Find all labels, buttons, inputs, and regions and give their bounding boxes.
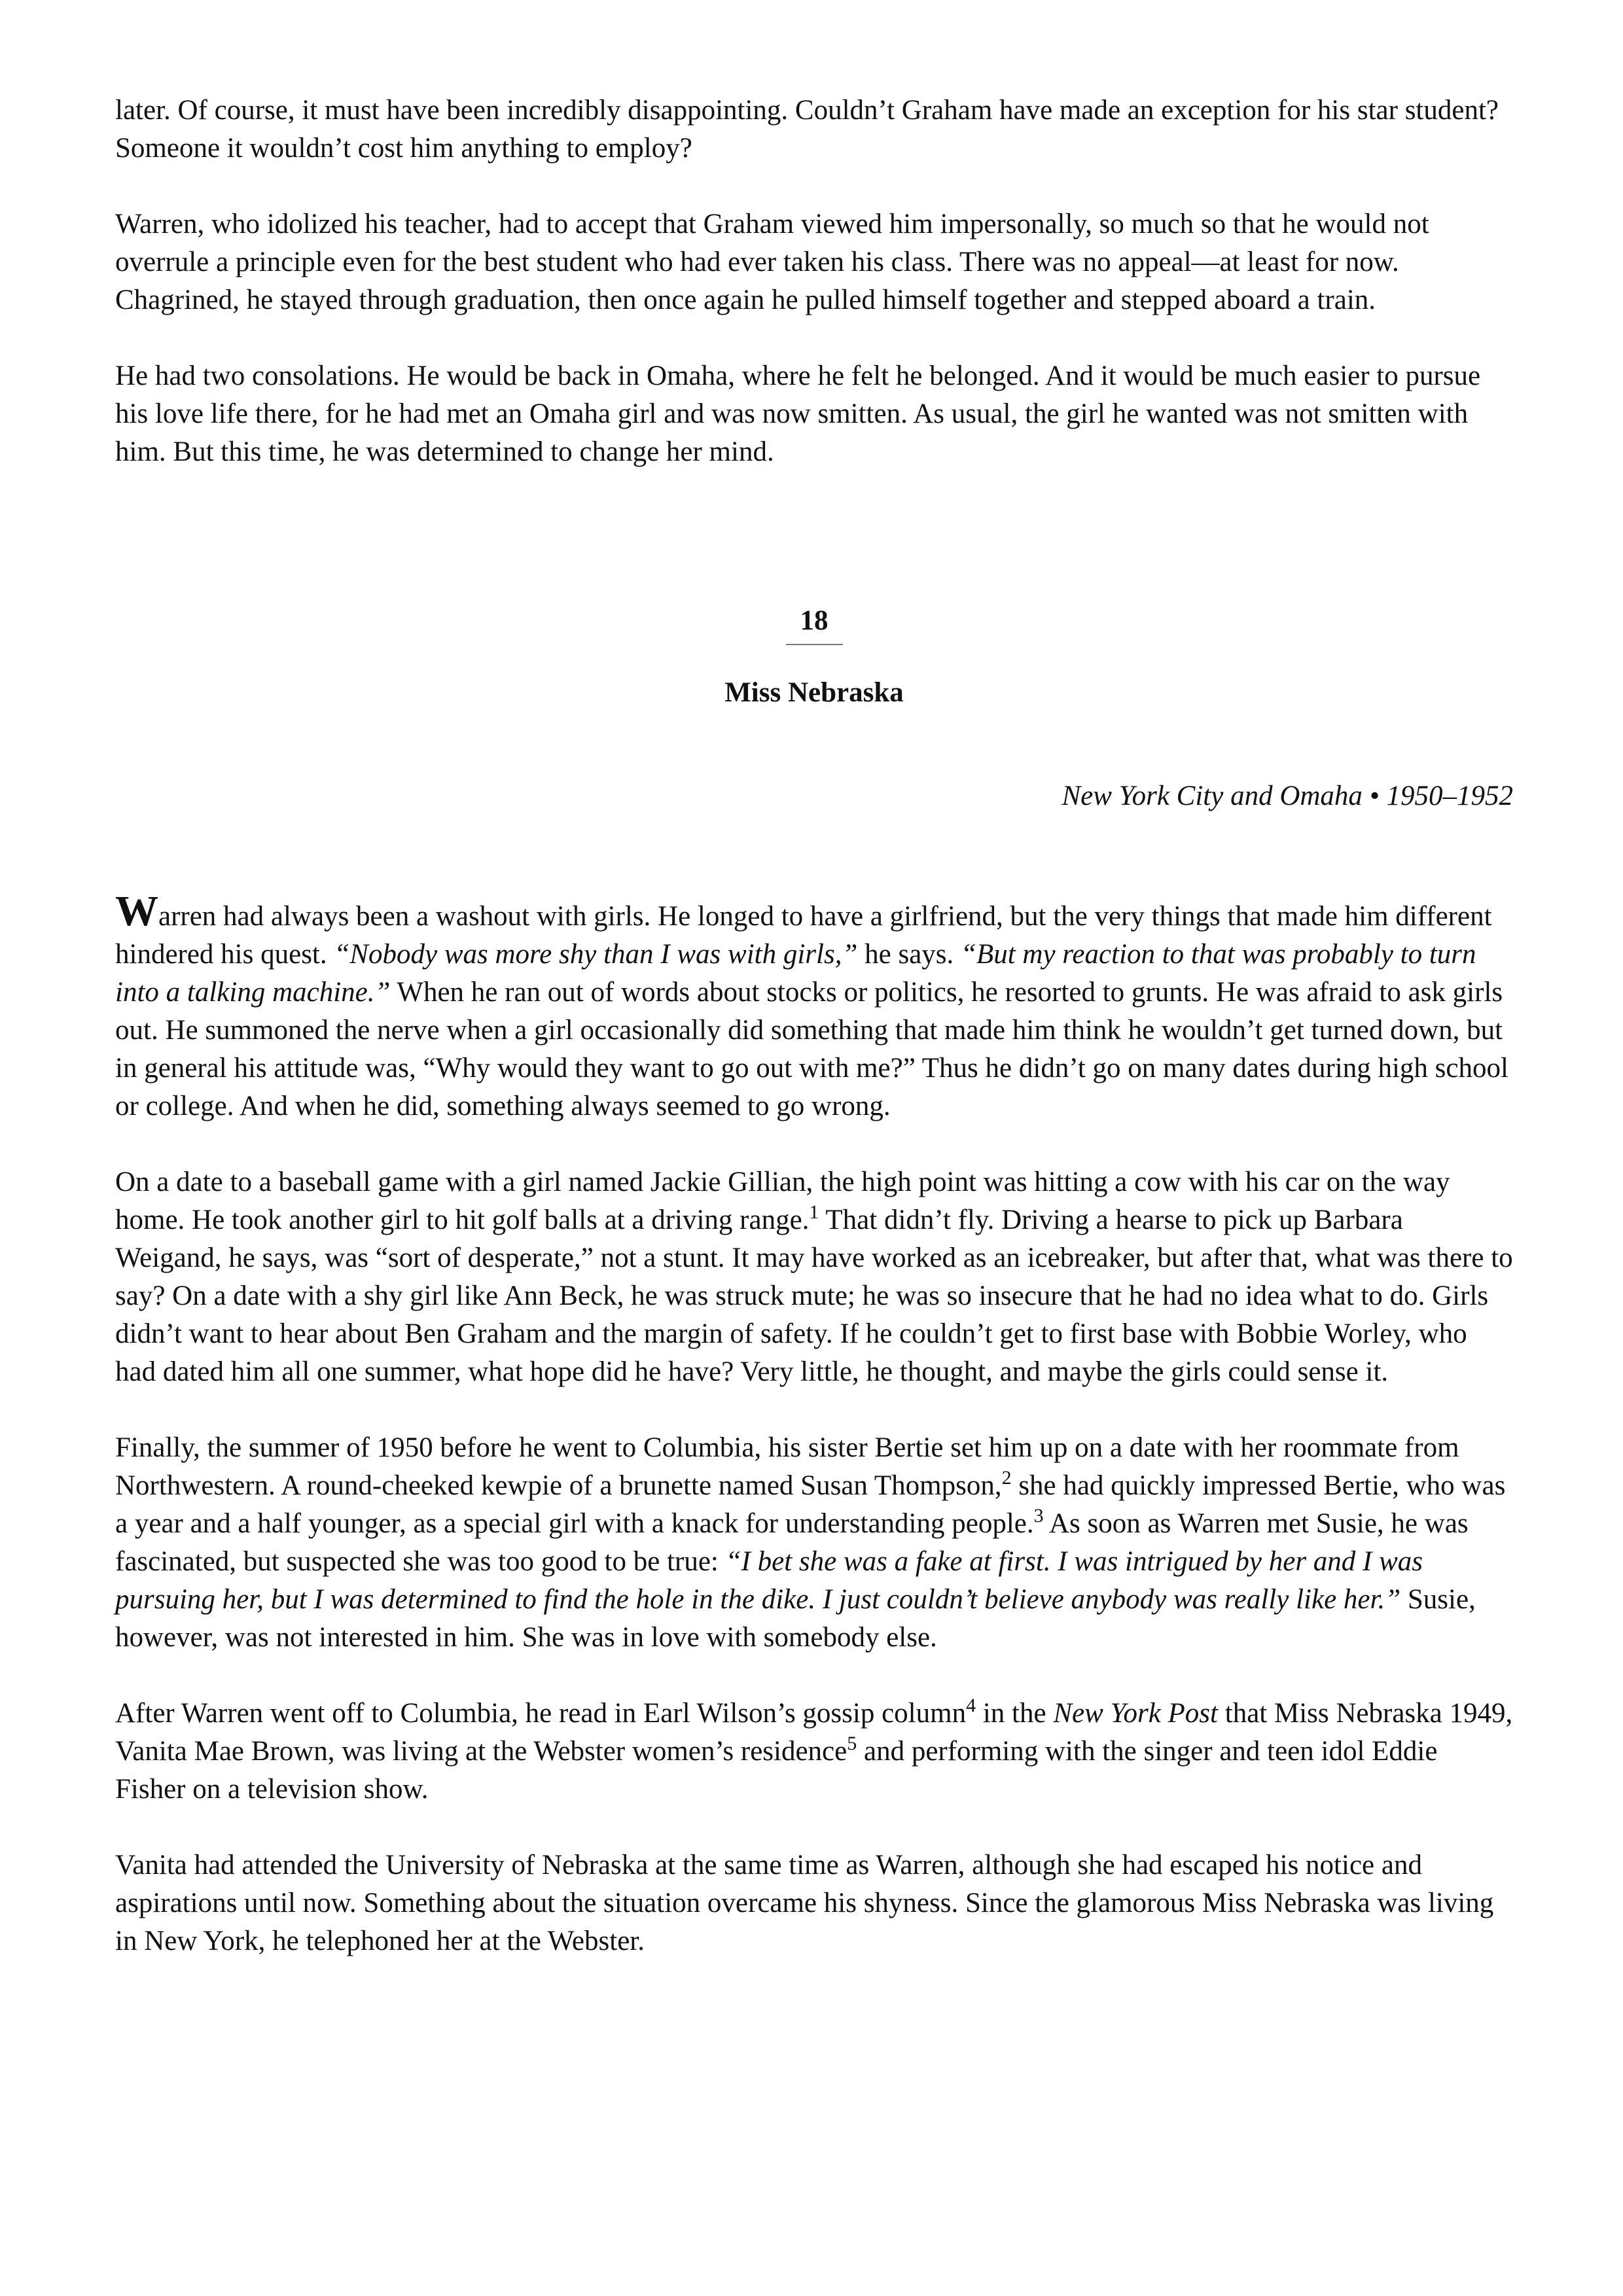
text-run: in the <box>976 1698 1054 1729</box>
paragraph-body-3 <box>115 1429 1513 1657</box>
chapter-number: 18 <box>786 602 843 645</box>
paragraph-body-5: Vanita had attended the University of Nebraska at the same time as Warren, although she had escaped his notice and aspirations until now. Something about the situation overcame his shyness. Since the glamorous Miss Nebraska was living in New York, he telephoned her at the Webster. <box>115 1850 1494 1956</box>
text-run: Finally, the summer of 1950 before he went to Columbia, his sister Bertie set him up on a date with her roommate from Northwestern. A round-cheeked kewpie of a brunette named Susan Thompson, <box>115 1432 1459 1501</box>
paragraph-body-1 <box>115 887 1513 1125</box>
footnote-ref[interactable]: 5 <box>847 1733 857 1754</box>
quote-run: “But my reaction to that was probably to turn into a talking machine.” <box>115 939 1476 1008</box>
text-run: That didn’t fly. Driving a hearse to pick up Barbara Weigand, he says, was “sort of desperate,” not a stunt. It may have worked as an icebreaker, but after that, what was there to say? On a date with a shy girl like Ann Beck, he was struck mute; he was so insecure that he had no idea what to do. Girls didn’t want to hear about Ben Graham and the margin of safety. If he couldn’t get to first base with Bobbie Worley, who had dated him all one summer, what hope did he have? Very little, he thought, and maybe the girls could sense it. <box>115 1205 1513 1387</box>
footnote-ref[interactable]: 4 <box>966 1695 976 1716</box>
drop-cap: W <box>115 887 158 935</box>
text-run: arren had always been a washout with girls. He longed to have a girlfriend, but the very things that made him different hindered his quest. <box>115 901 1492 970</box>
paragraph-intro-1: later. Of course, it must have been incredibly disappointing. Couldn’t Graham have made an exception for his star student? Someone it wouldn’t cost him anything to employ? <box>115 95 1499 164</box>
footnote-ref[interactable]: 2 <box>1001 1467 1012 1489</box>
paragraph-intro-2: Warren, who idolized his teacher, had to accept that Graham viewed him impersonally, so much so that he would not overrule a principle even for the best student who had ever taken his class. There was no appeal—at least for now. Chagrined, he stayed through graduation, then once again he pulled himself together and stepped aboard a train. <box>115 209 1429 315</box>
text-run: As soon as Warren met Susie, he was fascinated, but suspected she was too good to be true: <box>115 1508 1469 1577</box>
paragraph-intro-3: He had two consolations. He would be back in Omaha, where he felt he belonged. And it would be much easier to pursue his love life there, for he had met an Omaha girl and was now smitten. As usual, the girl he wanted was not smitten with him. But this time, he was determined to change her mind. <box>115 361 1481 467</box>
text-run: and performing with the singer and teen idol Eddie Fisher on a television show. <box>115 1736 1438 1805</box>
paragraph-body-2 <box>115 1163 1513 1391</box>
publication-title: New York Post <box>1053 1698 1218 1729</box>
quote-run: “Nobody was more shy than I was with girls,” <box>334 939 858 970</box>
text-run: After Warren went off to Columbia, he read in Earl Wilson’s gossip column <box>115 1698 967 1729</box>
paragraph-body-4 <box>115 1695 1513 1809</box>
quote-run: “I bet she was a fake at first. I was intrigued by her and I was pursuing her, but I was determined to find the hole in the dike. I just couldn’t believe anybody was really like her.” <box>115 1546 1423 1615</box>
chapter-heading <box>115 602 1513 712</box>
footnote-ref[interactable]: 1 <box>809 1201 819 1223</box>
text-run: When he ran out of words about stocks or politics, he resorted to grunts. He was afraid to ask girls out. He summoned the nerve when a girl occasionally did something that made him think he wouldn’t get turned down, but in general his attitude was, “Why would they want to go out with me?” Thus he didn’t go on many dates during high school or college. And when he did, something always seemed to go wrong. <box>115 977 1508 1122</box>
footnote-ref[interactable]: 3 <box>1033 1505 1044 1527</box>
text-run: Susie, however, was not interested in him. She was in love with somebody else. <box>115 1584 1476 1653</box>
chapter-dateline: New York City and Omaha • 1950–1952 <box>1061 781 1513 811</box>
text-run: she had quickly impressed Bertie, who was a year and a half younger, as a special girl with a knack for understanding people. <box>115 1470 1506 1539</box>
chapter-title: Miss Nebraska <box>724 677 904 708</box>
text-run: that Miss Nebraska 1949, Vanita Mae Brown, was living at the Webster women’s residence <box>115 1698 1513 1767</box>
text-run: On a date to a baseball game with a girl named Jackie Gillian, the high point was hitting a cow with his car on the way home. He took another girl to hit golf balls at a driving range. <box>115 1167 1450 1235</box>
text-run: he says. <box>857 939 961 970</box>
document-page <box>115 92 1513 1960</box>
